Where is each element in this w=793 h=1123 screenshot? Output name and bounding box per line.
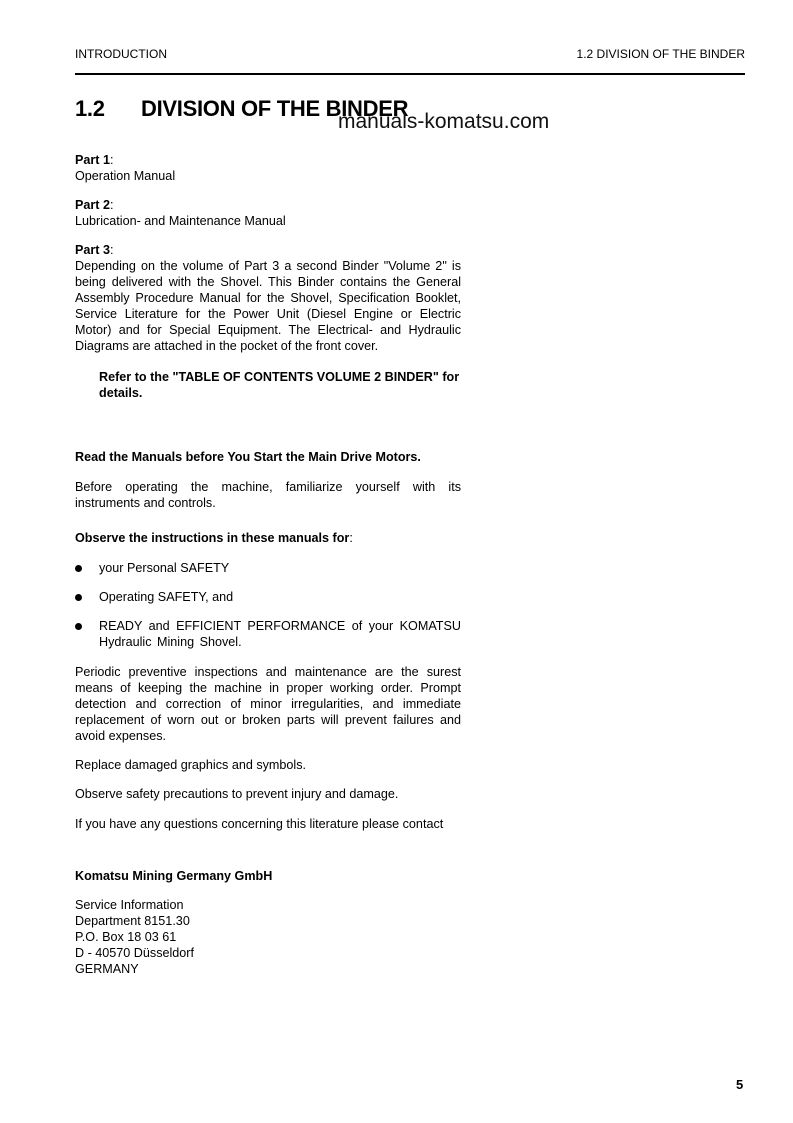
address-line: D - 40570 Düsseldorf	[75, 946, 195, 960]
bullet-item: your Personal SAFETY	[75, 560, 461, 576]
part-text: Depending on the volume of Part 3 a second Binder "Volume 2" is being delivered with the Shovel. This Binder contains the General Assembly Procedure Manual for the Shovel, Specification Booklet, Service Literature for the Power Unit (Diesel Engine or Electric Motor) and for Special Equipment. The Electrical- and Hydraulic Diagrams are attached in the pocket of the front cover.	[75, 259, 461, 353]
observe-heading: Observe the instructions in these manuals for:	[75, 531, 353, 545]
bullet-icon	[75, 594, 82, 601]
part-2: Part 2: Lubrication- and Maintenance Manual	[75, 198, 286, 228]
before-text: Before operating the machine, familiarize yourself with its instruments and controls.	[75, 480, 461, 510]
company-name: Komatsu Mining Germany GmbH	[75, 869, 273, 883]
part-text: Operation Manual	[75, 169, 176, 183]
bullet-icon	[75, 623, 82, 630]
header-rule	[75, 73, 745, 75]
bullet-item: Operating SAFETY, and	[75, 589, 461, 605]
read-heading: Read the Manuals before You Start the Main Drive Motors.	[75, 450, 421, 464]
section-title: DIVISION OF THE BINDER	[141, 96, 409, 121]
part-3: Part 3: Depending on the volume of Part 3 a second Binder "Volume 2" is being delivered with the Shovel. This Binder contains the General Assembly Procedure Manual for the Shovel, Specification Booklet, Service Literature for the Power Unit (Diesel Engine or Electric Motor) and for Special Equipment. The Electrical- and Hydraulic Diagrams are attached in the pocket of the front cover.	[75, 243, 461, 353]
address-line: Department 8151.30	[75, 914, 190, 928]
replace-text: Replace damaged graphics and symbols.	[75, 758, 307, 772]
running-header-right: 1.2 DIVISION OF THE BINDER	[576, 47, 745, 61]
part-label: Part 3	[75, 243, 111, 257]
address-line: GERMANY	[75, 962, 139, 976]
running-header-left: INTRODUCTION	[75, 47, 167, 61]
part-label: Part 2	[75, 198, 111, 212]
address-line: Service Information	[75, 898, 184, 912]
questions-text: If you have any questions concerning this literature please contact	[75, 817, 444, 831]
section-number: 1.2	[75, 96, 105, 121]
bullet-item: READY and EFFICIENT PERFORMANCE of your KOMATSU Hydraulic Mining Shovel.	[75, 618, 461, 650]
bullet-icon	[75, 565, 82, 572]
periodic-text: Periodic preventive inspections and maintenance are the surest means of keeping the machine in proper working order. Prompt detection and correction of minor irregularities, and immediate replacement of worn out or broken parts will prevent failures and avoid expenses.	[75, 665, 461, 743]
address	[75, 897, 461, 977]
safety-text: Observe safety precautions to prevent injury and damage.	[75, 787, 399, 801]
page-number: 5	[736, 1077, 744, 1092]
address-line: P.O. Box 18 03 61	[75, 930, 177, 944]
refer-note: Refer to the "TABLE OF CONTENTS VOLUME 2 BINDER" for details.	[99, 370, 460, 400]
part-text: Lubrication- and Maintenance Manual	[75, 214, 286, 228]
part-1: Part 1: Operation Manual	[75, 153, 176, 183]
part-label: Part 1	[75, 153, 111, 167]
watermark: manuals-komatsu.com	[338, 110, 550, 133]
